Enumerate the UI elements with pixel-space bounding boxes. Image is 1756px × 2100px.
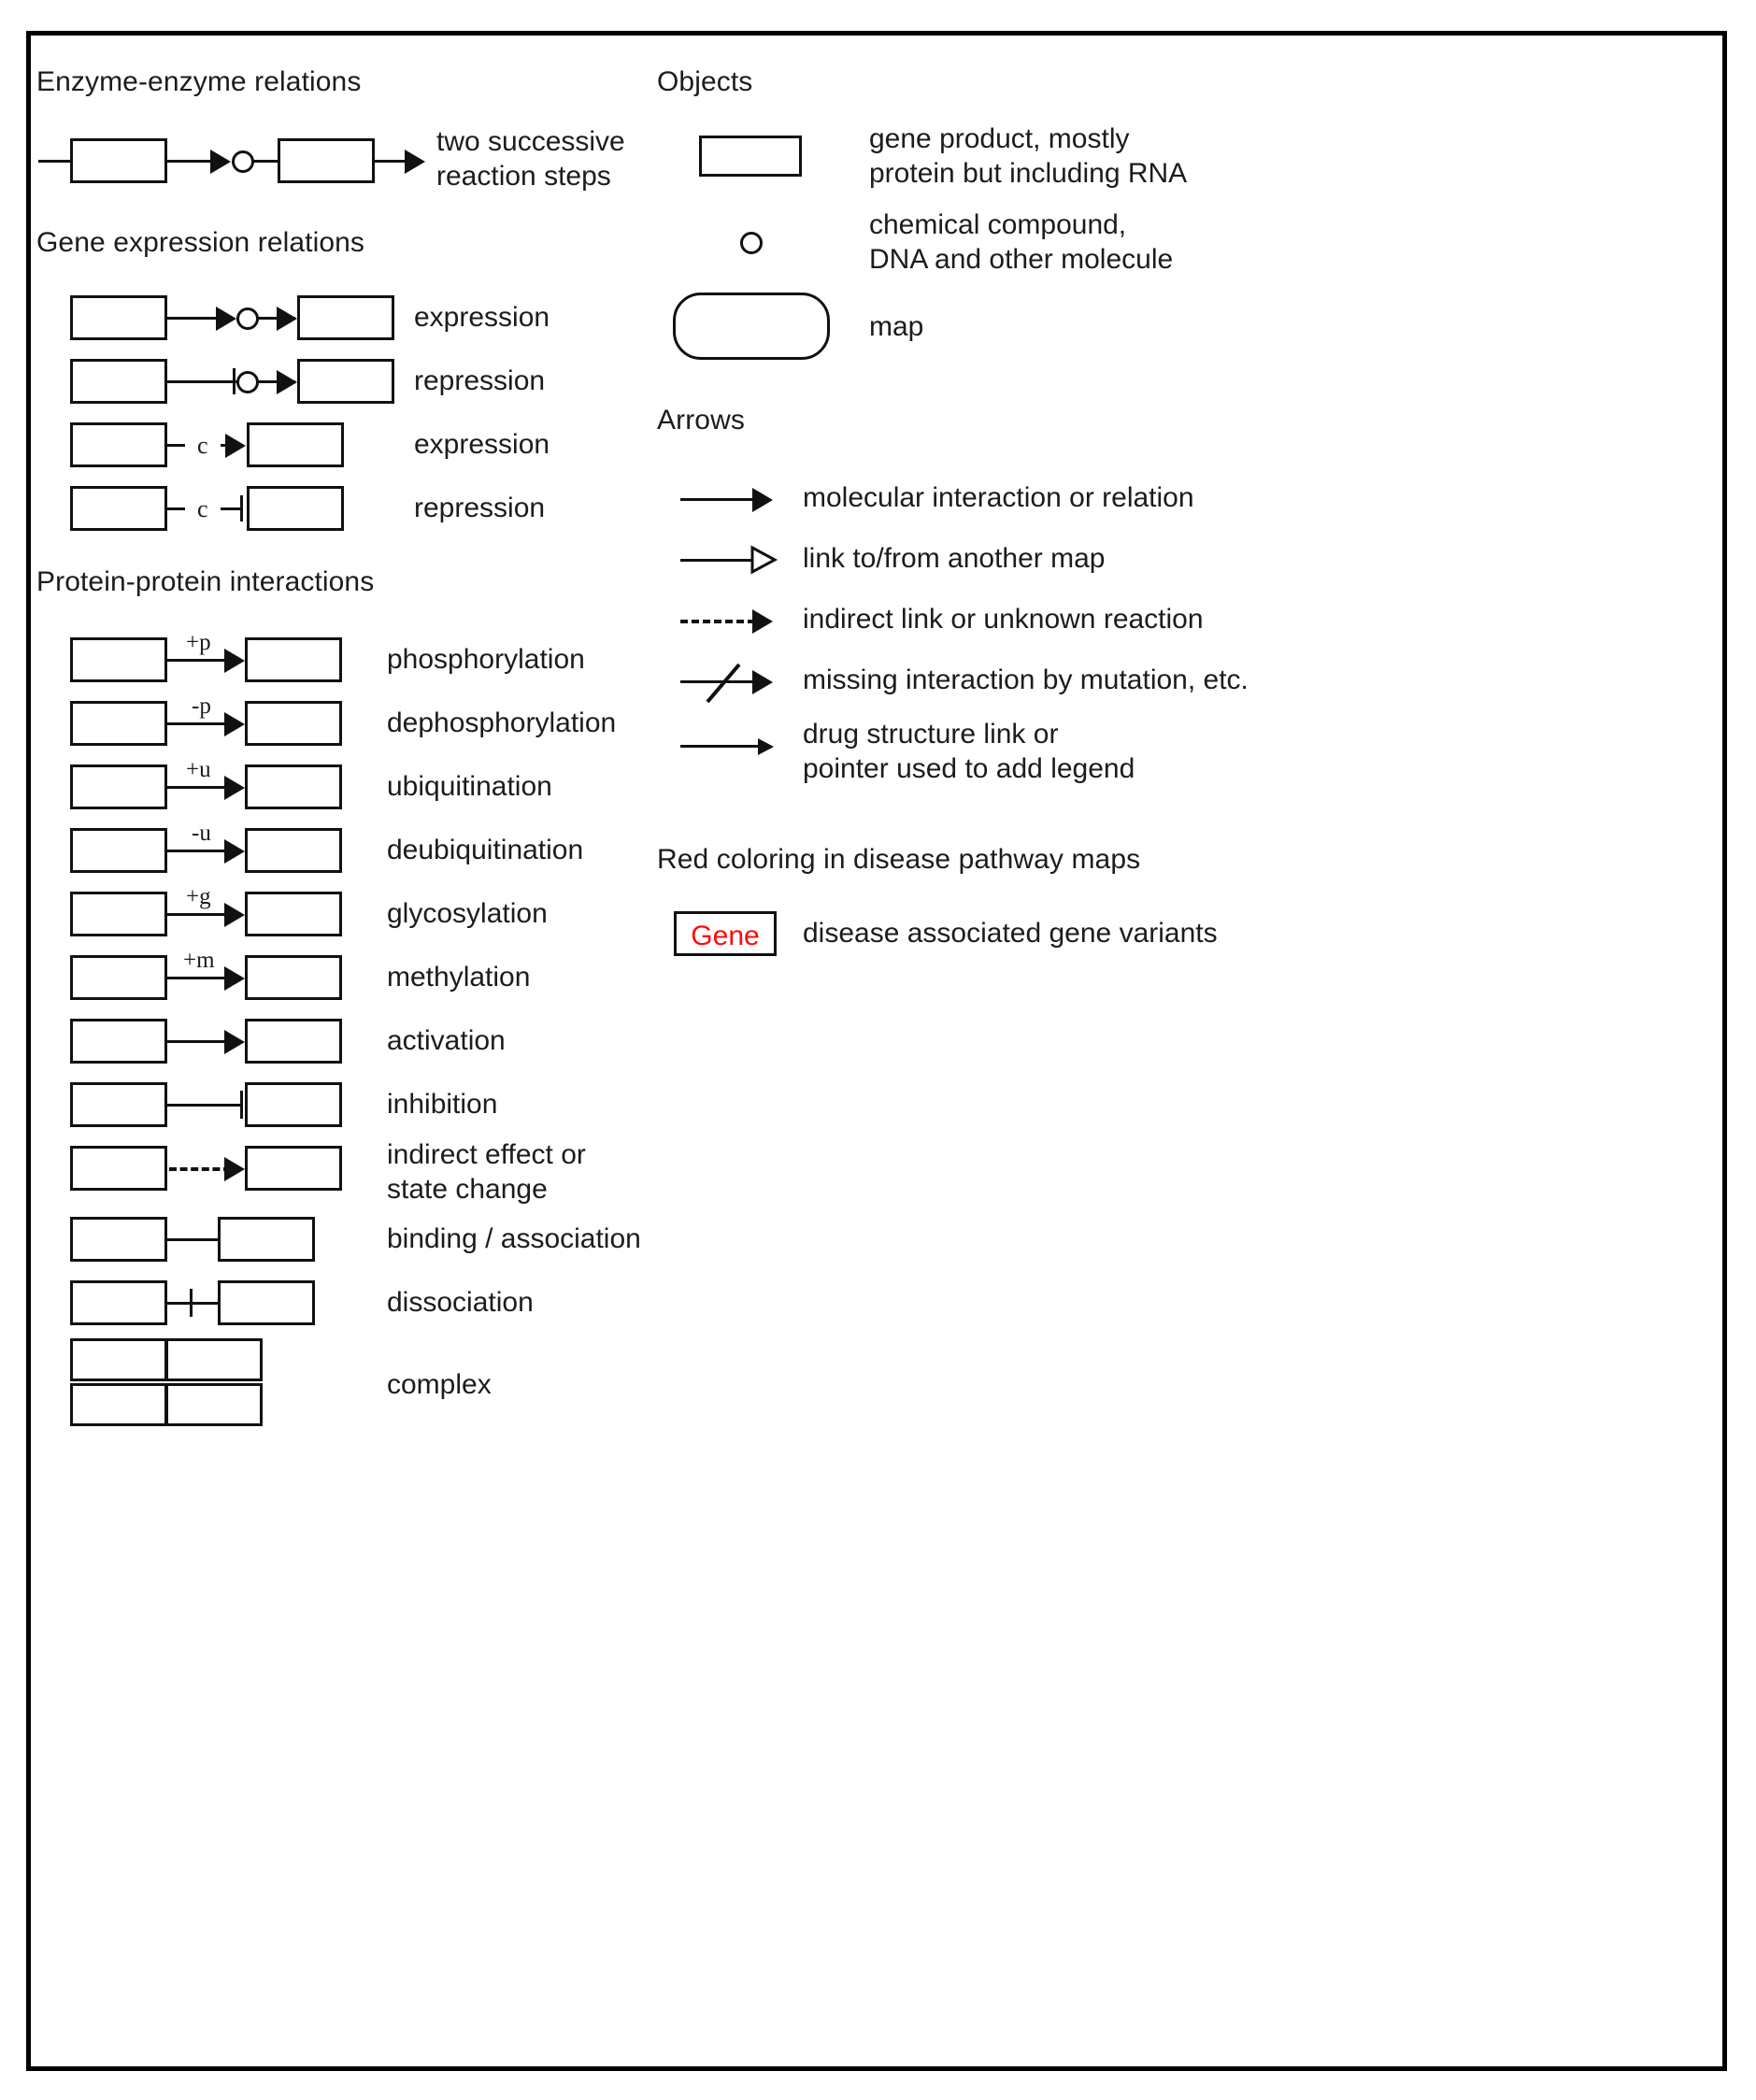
gene-product-box bbox=[70, 955, 167, 1000]
map-rounded-box-icon bbox=[673, 293, 830, 360]
row-label: repression bbox=[414, 365, 546, 396]
row-label: deubiquitination bbox=[387, 835, 584, 865]
row-deubiquitination bbox=[31, 822, 666, 879]
inhibition-bar-icon bbox=[240, 1091, 243, 1119]
row-indirect-effect bbox=[31, 1140, 666, 1206]
row-label bbox=[436, 125, 625, 193]
arrowhead-icon bbox=[277, 370, 297, 394]
row-label: inhibition bbox=[387, 1089, 498, 1120]
target-box bbox=[245, 637, 342, 682]
dissociation-bar-icon bbox=[190, 1289, 193, 1317]
complex-cell-1 bbox=[70, 1338, 167, 1381]
arrow-label: molecular interaction or relation bbox=[803, 482, 1194, 513]
slash-mark-icon bbox=[702, 659, 749, 707]
row-expression-arrow bbox=[31, 290, 666, 346]
row-label: expression bbox=[414, 429, 550, 460]
target-box bbox=[245, 1146, 342, 1191]
legend-frame bbox=[26, 31, 1727, 2071]
object-label-line1: gene product, mostly bbox=[869, 123, 1130, 154]
row-label-line1: two successive bbox=[436, 126, 625, 157]
row-disease-gene-variant bbox=[657, 909, 1713, 965]
arrowhead-icon bbox=[210, 150, 231, 174]
arrowhead-icon bbox=[224, 1157, 245, 1181]
compound-circle-icon bbox=[236, 371, 259, 393]
row-label: dissociation bbox=[387, 1287, 534, 1318]
row-label: ubiquitination bbox=[387, 771, 552, 802]
object-label bbox=[869, 208, 1173, 277]
target-box bbox=[247, 422, 344, 467]
target-box bbox=[245, 828, 342, 873]
row-ubiquitination bbox=[31, 759, 666, 815]
row-label: phosphorylation bbox=[387, 644, 585, 675]
row-label-line2: state change bbox=[387, 1173, 548, 1205]
target-box bbox=[218, 1217, 315, 1262]
arrow-label-line2: pointer used to add legend bbox=[803, 752, 1135, 784]
gene-product-box-icon bbox=[699, 136, 802, 177]
gene-product-box bbox=[70, 1217, 167, 1262]
modifier-label: +g bbox=[186, 884, 211, 909]
gene-product-box bbox=[70, 764, 167, 809]
connector-stub bbox=[166, 507, 185, 510]
target-box bbox=[297, 359, 394, 404]
target-box bbox=[245, 892, 342, 936]
object-gene-product bbox=[657, 122, 1713, 188]
arrow-link-another-map bbox=[657, 536, 1713, 592]
connector-line bbox=[166, 1302, 221, 1305]
row-inhibition bbox=[31, 1077, 666, 1133]
section-heading-objects: Objects bbox=[657, 66, 753, 97]
row-repression-bar bbox=[31, 353, 666, 409]
row-label-line1: indirect effect or bbox=[387, 1139, 586, 1170]
object-map bbox=[657, 283, 1713, 367]
object-label-line2: protein but including RNA bbox=[869, 157, 1188, 189]
object-label: map bbox=[869, 311, 924, 342]
arrow-shaft bbox=[680, 745, 769, 748]
arrowhead-icon bbox=[224, 712, 245, 736]
dashed-connector-line bbox=[169, 1167, 231, 1171]
row-complex bbox=[31, 1338, 666, 1441]
arrowhead-icon bbox=[224, 649, 245, 673]
arrowhead-icon bbox=[224, 839, 245, 864]
row-label: expression bbox=[414, 302, 550, 333]
arrow-drug-structure-link bbox=[657, 718, 1713, 789]
gene-product-box bbox=[70, 1146, 167, 1191]
modifier-label: +u bbox=[186, 757, 211, 782]
compound-circle-icon bbox=[740, 232, 763, 254]
gene-product-box bbox=[70, 828, 167, 873]
object-label-line2: DNA and other molecule bbox=[869, 243, 1174, 275]
connector-stub bbox=[166, 444, 185, 447]
inhibition-bar-icon bbox=[233, 368, 236, 394]
row-label: repression bbox=[414, 493, 546, 523]
arrowhead-icon-2 bbox=[277, 307, 297, 331]
c-modifier-label: c bbox=[197, 432, 208, 459]
arrowhead-icon bbox=[225, 434, 246, 458]
gene-product-box bbox=[70, 1280, 167, 1325]
arrowhead-icon bbox=[216, 307, 236, 331]
row-label: activation bbox=[387, 1025, 506, 1056]
gene-product-box bbox=[70, 1082, 167, 1127]
object-chemical-compound bbox=[657, 208, 1713, 274]
gene-product-box bbox=[70, 359, 167, 404]
gene-product-box-2 bbox=[278, 138, 375, 183]
gene-product-box bbox=[70, 422, 167, 467]
section-heading-enzyme-enzyme: Enzyme-enzyme relations bbox=[36, 66, 362, 97]
target-box bbox=[245, 764, 342, 809]
row-phosphorylation bbox=[31, 632, 666, 688]
arrow-molecular-interaction bbox=[657, 475, 1713, 531]
target-box bbox=[245, 701, 342, 746]
arrowhead-icon-2 bbox=[405, 150, 425, 174]
row-label: complex bbox=[387, 1369, 492, 1400]
object-label bbox=[869, 122, 1187, 191]
row-dissociation bbox=[31, 1275, 666, 1331]
row-label: methylation bbox=[387, 962, 531, 993]
gene-product-box bbox=[70, 138, 167, 183]
gene-product-box bbox=[70, 1019, 167, 1064]
target-box bbox=[297, 295, 394, 340]
arrow-label bbox=[803, 718, 1135, 786]
section-heading-red-coloring: Red coloring in disease pathway maps bbox=[657, 844, 1141, 875]
arrowhead-icon bbox=[224, 1030, 245, 1054]
complex-cell-3 bbox=[70, 1383, 167, 1426]
arrowhead-icon bbox=[224, 966, 245, 991]
arrow-label: indirect link or unknown reaction bbox=[803, 604, 1204, 635]
connector-line bbox=[166, 1238, 221, 1241]
object-label-line1: chemical compound, bbox=[869, 209, 1127, 240]
gene-product-box bbox=[70, 295, 167, 340]
complex-cell-4 bbox=[165, 1383, 263, 1426]
modifier-label: -p bbox=[192, 693, 211, 719]
row-glycosylation bbox=[31, 886, 666, 942]
modifier-label: +m bbox=[183, 948, 215, 973]
target-box bbox=[245, 1082, 342, 1127]
target-box bbox=[245, 1019, 342, 1064]
gene-product-box bbox=[70, 701, 167, 746]
row-activation bbox=[31, 1013, 666, 1069]
arrowhead-icon bbox=[752, 670, 773, 694]
row-label: binding / association bbox=[387, 1223, 641, 1254]
gene-product-box bbox=[70, 892, 167, 936]
c-modifier-label: c bbox=[197, 495, 208, 522]
row-expression-c bbox=[31, 417, 666, 473]
arrow-label: missing interaction by mutation, etc. bbox=[803, 664, 1249, 695]
row-methylation bbox=[31, 950, 666, 1006]
connector-line bbox=[166, 380, 239, 383]
modifier-label: +p bbox=[186, 630, 211, 655]
disease-gene-box: Gene bbox=[674, 911, 777, 956]
open-arrowhead-icon bbox=[750, 545, 778, 575]
inhibition-bar-icon bbox=[240, 495, 243, 521]
compound-circle-icon bbox=[232, 150, 254, 173]
modifier-label: -u bbox=[192, 821, 211, 846]
arrow-missing-interaction bbox=[657, 657, 1713, 713]
row-binding-association bbox=[31, 1211, 666, 1267]
row-repression-c bbox=[31, 480, 666, 536]
connector-line bbox=[166, 1104, 243, 1107]
compound-circle-icon bbox=[236, 307, 259, 330]
row-label-line2: reaction steps bbox=[436, 160, 611, 192]
row-label: glycosylation bbox=[387, 898, 548, 929]
arrow-indirect-link bbox=[657, 596, 1713, 652]
arrowhead-icon bbox=[758, 738, 774, 755]
gene-product-box bbox=[70, 637, 167, 682]
section-heading-arrows: Arrows bbox=[657, 405, 745, 436]
section-heading-protein-protein: Protein-protein interactions bbox=[36, 566, 375, 597]
row-dephosphorylation bbox=[31, 695, 666, 751]
arrow-shaft bbox=[680, 559, 760, 562]
dashed-arrow-shaft bbox=[680, 620, 755, 623]
arrow-label: link to/from another map bbox=[803, 543, 1106, 574]
row-label bbox=[387, 1138, 586, 1207]
section-heading-gene-expression: Gene expression relations bbox=[36, 227, 365, 258]
target-box bbox=[218, 1280, 315, 1325]
row-two-successive-reaction-steps bbox=[31, 126, 666, 194]
row-label: dephosphorylation bbox=[387, 707, 617, 738]
gene-product-box bbox=[70, 486, 167, 531]
complex-cell-2 bbox=[165, 1338, 263, 1381]
arrowhead-icon bbox=[752, 488, 773, 512]
target-box bbox=[247, 486, 344, 531]
connector-line-2 bbox=[253, 160, 279, 163]
arrow-label-line1: drug structure link or bbox=[803, 719, 1059, 750]
arrowhead-icon bbox=[752, 609, 773, 634]
arrowhead-icon bbox=[224, 903, 245, 927]
row-label: disease associated gene variants bbox=[803, 918, 1218, 949]
target-box bbox=[245, 955, 342, 1000]
arrowhead-icon bbox=[224, 776, 245, 800]
